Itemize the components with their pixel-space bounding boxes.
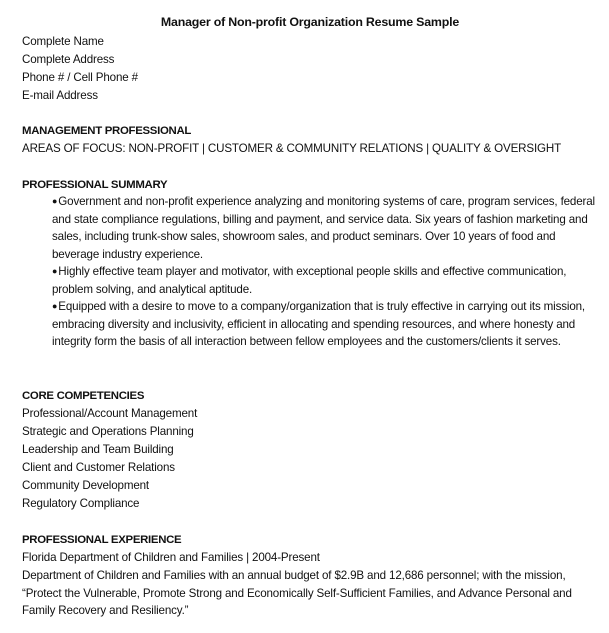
experience-heading: PROFESSIONAL EXPERIENCE: [22, 534, 182, 546]
competency-item: Leadership and Team Building: [22, 443, 174, 456]
summary-bullet: [52, 298, 600, 351]
summary-heading: PROFESSIONAL SUMMARY: [22, 179, 168, 191]
contact-address: Complete Address: [22, 53, 115, 66]
summary-bullet-text: Highly effective team player and motivator, with exceptional people skills and effective communication, problem solving, and analytical aptitude.: [52, 265, 567, 296]
document-title: Manager of Non-profit Organization Resume Sample: [160, 15, 460, 29]
experience-employer: Florida Department of Children and Families | 2004-Present: [22, 551, 320, 564]
summary-bullet: [52, 263, 600, 298]
competency-item: Strategic and Operations Planning: [22, 425, 194, 438]
competency-item: Community Development: [22, 479, 150, 492]
bullet-icon: ●: [52, 301, 58, 311]
headline-heading: MANAGEMENT PROFESSIONAL: [22, 125, 192, 137]
summary-bullet-text: Government and non-profit experience analyzing and monitoring systems of care, program services, federal and state compliance regulations, billing and payment, and service data. Six years of fashion marketing and sales, including trunk-show sales, showroom sales, and product seminars. Over 10 years of food and beverage industry experience.: [52, 195, 595, 261]
areas-of-focus: AREAS OF FOCUS: NON-PROFIT | CUSTOMER & COMMUNITY RELATIONS | QUALITY & OVERSIGHT: [22, 142, 562, 155]
competency-item: Professional/Account Management: [22, 407, 198, 420]
experience-description: Department of Children and Families with an annual budget of $2.9B and 12,686 personnel; with the mission, “Protect the Vulnerable, Promote Strong and Economically Self-Sufficient Families, and Advance Personal and Family Recovery and Resiliency.”: [22, 569, 572, 617]
bullet-icon: ●: [52, 196, 58, 206]
bullet-icon: ●: [52, 266, 58, 276]
competencies-heading: CORE COMPETENCIES: [22, 390, 145, 402]
contact-name: Complete Name: [22, 35, 104, 48]
summary-bullet-text: Equipped with a desire to move to a company/organization that is truly effective in carrying out its mission, embracing diversity and inclusivity, efficient in allocating and spending resources, and where honesty and integrity form the basis of all interaction between fellow employees and the customers/clients it serves.: [52, 300, 585, 348]
competency-item: Regulatory Compliance: [22, 497, 140, 510]
contact-phone: Phone # / Cell Phone #: [22, 71, 138, 84]
competency-item: Client and Customer Relations: [22, 461, 175, 474]
summary-bullet: [52, 193, 600, 263]
contact-email: E-mail Address: [22, 89, 98, 102]
